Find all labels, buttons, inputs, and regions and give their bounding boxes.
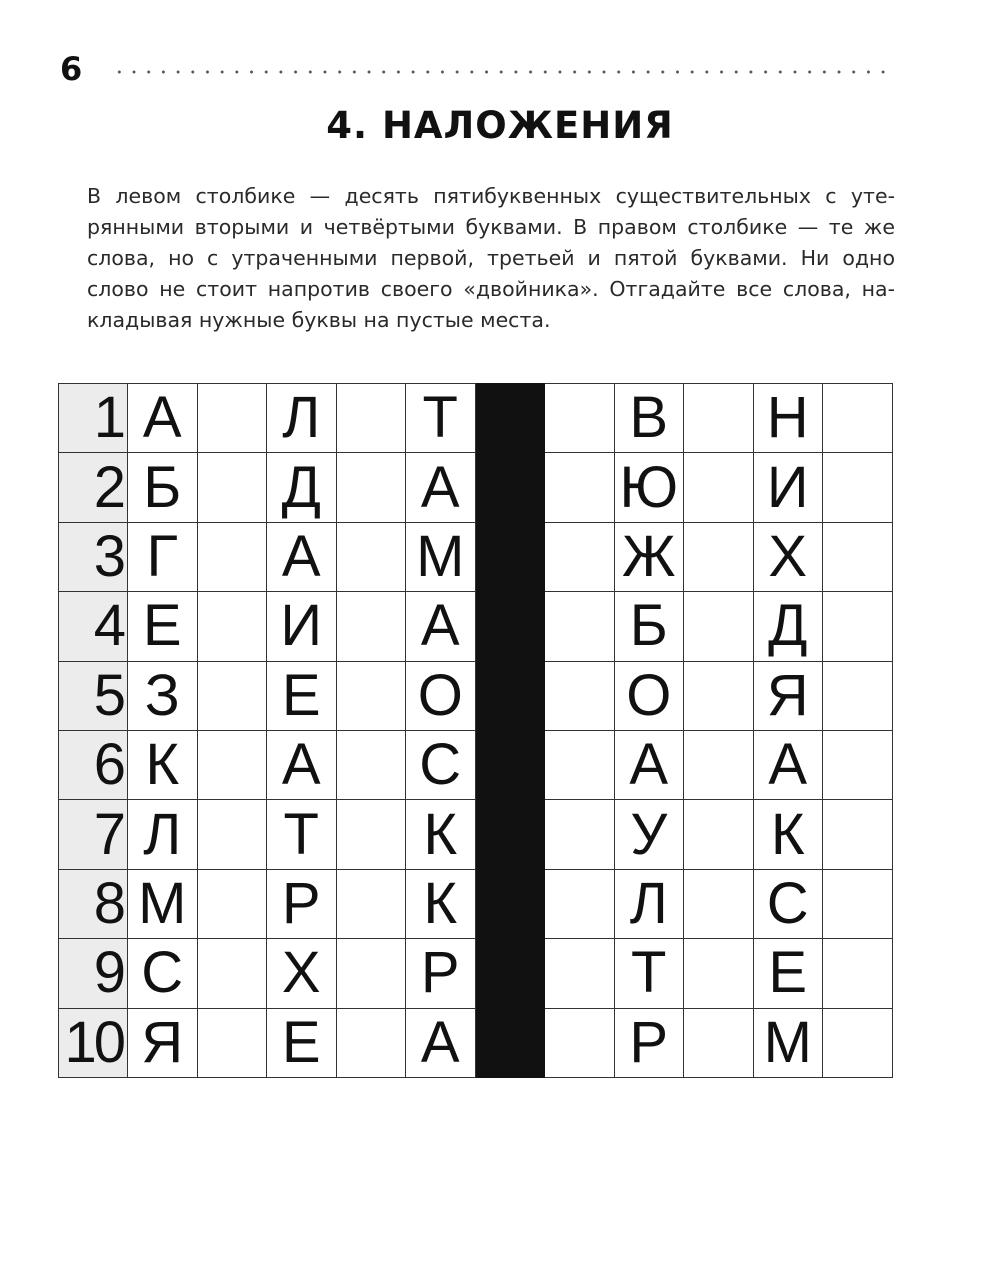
blank-letter-cell[interactable] xyxy=(336,869,406,938)
blank-letter-cell[interactable] xyxy=(336,661,406,730)
letter-cell: К xyxy=(406,869,476,938)
blank-letter-cell[interactable] xyxy=(197,1008,267,1077)
letter-cell: Т xyxy=(267,800,337,869)
blank-letter-cell[interactable] xyxy=(197,661,267,730)
blank-letter-cell[interactable] xyxy=(545,522,615,591)
puzzle-grid xyxy=(58,383,893,1078)
column-divider-bar xyxy=(475,661,545,730)
letter-cell: Т xyxy=(614,939,684,1008)
blank-letter-cell[interactable] xyxy=(823,800,893,869)
blank-letter-cell[interactable] xyxy=(823,730,893,799)
letter-cell: А xyxy=(406,453,476,522)
grid-row xyxy=(59,592,893,661)
blank-letter-cell[interactable] xyxy=(197,939,267,1008)
column-divider-bar xyxy=(475,522,545,591)
letter-cell: У xyxy=(614,800,684,869)
blank-letter-cell[interactable] xyxy=(336,384,406,453)
letter-cell: Е xyxy=(267,661,337,730)
column-divider-bar xyxy=(475,869,545,938)
letter-cell: А xyxy=(267,730,337,799)
instructions-line: кладывая нужные буквы на пустые места. xyxy=(87,308,551,332)
row-number: 5 xyxy=(59,661,128,730)
blank-letter-cell[interactable] xyxy=(197,453,267,522)
blank-letter-cell[interactable] xyxy=(545,800,615,869)
blank-letter-cell[interactable] xyxy=(684,384,754,453)
letter-cell: Р xyxy=(406,939,476,1008)
blank-letter-cell[interactable] xyxy=(823,869,893,938)
letter-cell: М xyxy=(406,522,476,591)
grid-row xyxy=(59,522,893,591)
letter-cell: С xyxy=(406,730,476,799)
page-number: 6 xyxy=(60,50,83,88)
letter-cell: К xyxy=(406,800,476,869)
blank-letter-cell[interactable] xyxy=(336,522,406,591)
letter-cell: Я xyxy=(128,1008,198,1077)
letter-cell: Е xyxy=(267,1008,337,1077)
blank-letter-cell[interactable] xyxy=(823,384,893,453)
grid-row xyxy=(59,869,893,938)
blank-letter-cell[interactable] xyxy=(545,1008,615,1077)
letter-cell: С xyxy=(753,869,823,938)
letter-cell: Д xyxy=(753,592,823,661)
row-number: 2 xyxy=(59,453,128,522)
column-divider-bar xyxy=(475,939,545,1008)
letter-cell: Б xyxy=(614,592,684,661)
letter-cell: О xyxy=(406,661,476,730)
blank-letter-cell[interactable] xyxy=(823,453,893,522)
letter-cell: Я xyxy=(753,661,823,730)
blank-letter-cell[interactable] xyxy=(684,800,754,869)
letter-cell: Х xyxy=(753,522,823,591)
letter-cell: Л xyxy=(614,869,684,938)
blank-letter-cell[interactable] xyxy=(336,1008,406,1077)
instructions-line: слова, но с утраченными первой, третьей и пятой буквами. Ни одно xyxy=(87,246,895,270)
blank-letter-cell[interactable] xyxy=(545,730,615,799)
row-number: 8 xyxy=(59,869,128,938)
column-divider-bar xyxy=(475,384,545,453)
blank-letter-cell[interactable] xyxy=(684,522,754,591)
letter-cell: В xyxy=(614,384,684,453)
letter-cell: Г xyxy=(128,522,198,591)
blank-letter-cell[interactable] xyxy=(684,730,754,799)
letter-cell: И xyxy=(267,592,337,661)
row-number: 6 xyxy=(59,730,128,799)
grid-row xyxy=(59,1008,893,1077)
row-number: 9 xyxy=(59,939,128,1008)
blank-letter-cell[interactable] xyxy=(197,800,267,869)
blank-letter-cell[interactable] xyxy=(545,869,615,938)
letter-cell: А xyxy=(406,1008,476,1077)
instructions-line: рянными вторыми и четвёртыми буквами. В правом столбике — те же xyxy=(87,215,895,239)
letter-cell: Ю xyxy=(614,453,684,522)
letter-cell: О xyxy=(614,661,684,730)
column-divider-bar xyxy=(475,592,545,661)
letter-cell: Б xyxy=(128,453,198,522)
blank-letter-cell[interactable] xyxy=(684,453,754,522)
grid-row xyxy=(59,730,893,799)
blank-letter-cell[interactable] xyxy=(823,939,893,1008)
instructions-line: слово не стоит напротив своего «двойника». Отгадайте все слова, на- xyxy=(87,277,895,301)
blank-letter-cell[interactable] xyxy=(336,730,406,799)
page-title: 4. НАЛОЖЕНИЯ xyxy=(326,104,674,147)
letter-cell: А xyxy=(267,522,337,591)
row-number: 4 xyxy=(59,592,128,661)
letter-cell: С xyxy=(128,939,198,1008)
blank-letter-cell[interactable] xyxy=(684,939,754,1008)
letter-cell: А xyxy=(128,384,198,453)
row-number: 10 xyxy=(59,1008,128,1077)
blank-letter-cell[interactable] xyxy=(823,661,893,730)
blank-letter-cell[interactable] xyxy=(545,453,615,522)
letter-cell: Е xyxy=(753,939,823,1008)
letter-cell: Н xyxy=(753,384,823,453)
blank-letter-cell[interactable] xyxy=(336,939,406,1008)
blank-letter-cell[interactable] xyxy=(197,869,267,938)
blank-letter-cell[interactable] xyxy=(823,522,893,591)
letter-cell: А xyxy=(406,592,476,661)
blank-letter-cell[interactable] xyxy=(545,661,615,730)
grid-row xyxy=(59,453,893,522)
letter-cell: А xyxy=(753,730,823,799)
letter-cell: А xyxy=(614,730,684,799)
blank-letter-cell[interactable] xyxy=(545,592,615,661)
grid-row xyxy=(59,384,893,453)
blank-letter-cell[interactable] xyxy=(197,522,267,591)
blank-letter-cell[interactable] xyxy=(197,592,267,661)
row-number: 3 xyxy=(59,522,128,591)
letter-cell: И xyxy=(753,453,823,522)
grid-row xyxy=(59,661,893,730)
blank-letter-cell[interactable] xyxy=(684,869,754,938)
column-divider-bar xyxy=(475,730,545,799)
blank-letter-cell[interactable] xyxy=(545,384,615,453)
row-number: 7 xyxy=(59,800,128,869)
letter-cell: М xyxy=(753,1008,823,1077)
blank-letter-cell[interactable] xyxy=(823,1008,893,1077)
blank-letter-cell[interactable] xyxy=(336,592,406,661)
letter-cell: Р xyxy=(614,1008,684,1077)
blank-letter-cell[interactable] xyxy=(336,453,406,522)
letter-cell: К xyxy=(753,800,823,869)
letter-cell: Д xyxy=(267,453,337,522)
letter-cell: Л xyxy=(128,800,198,869)
blank-letter-cell[interactable] xyxy=(684,661,754,730)
instructions-paragraph xyxy=(87,181,895,336)
grid-row xyxy=(59,800,893,869)
blank-letter-cell[interactable] xyxy=(823,592,893,661)
letter-cell: Е xyxy=(128,592,198,661)
letter-cell: Т xyxy=(406,384,476,453)
letter-cell: Ж xyxy=(614,522,684,591)
letter-cell: К xyxy=(128,730,198,799)
blank-letter-cell[interactable] xyxy=(336,800,406,869)
column-divider-bar xyxy=(475,453,545,522)
letter-cell: Х xyxy=(267,939,337,1008)
header-dotted-rule xyxy=(112,70,894,74)
grid-row xyxy=(59,939,893,1008)
column-divider-bar xyxy=(475,800,545,869)
blank-letter-cell[interactable] xyxy=(684,592,754,661)
row-number: 1 xyxy=(59,384,128,453)
letter-cell: Р xyxy=(267,869,337,938)
column-divider-bar xyxy=(475,1008,545,1077)
instructions-line: В левом столбике — десять пятибуквенных существительных с уте- xyxy=(87,184,895,208)
blank-letter-cell[interactable] xyxy=(545,939,615,1008)
letter-cell: З xyxy=(128,661,198,730)
blank-letter-cell[interactable] xyxy=(197,384,267,453)
blank-letter-cell[interactable] xyxy=(197,730,267,799)
blank-letter-cell[interactable] xyxy=(684,1008,754,1077)
letter-cell: М xyxy=(128,869,198,938)
letter-cell: Л xyxy=(267,384,337,453)
